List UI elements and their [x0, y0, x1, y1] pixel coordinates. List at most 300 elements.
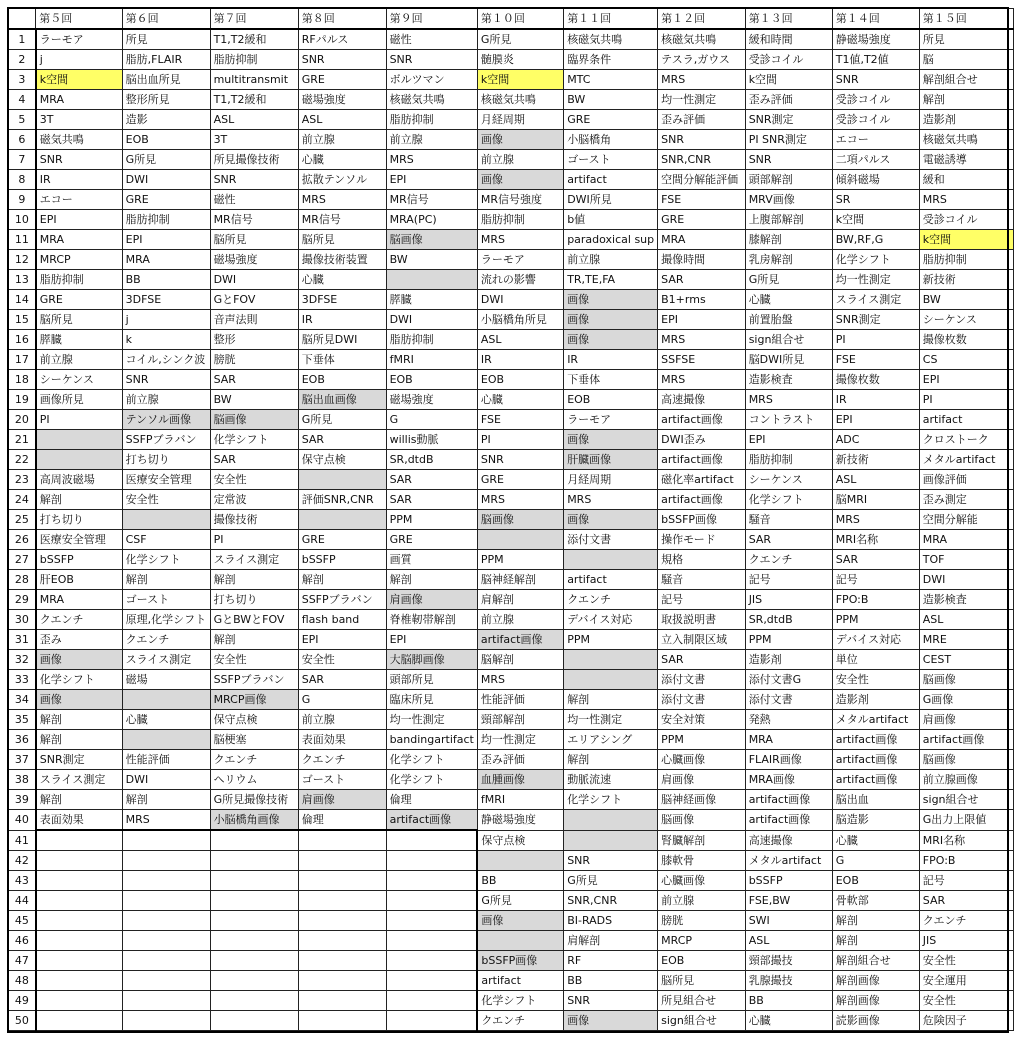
table-cell[interactable]: EPI	[122, 230, 210, 250]
table-cell[interactable]: 磁場強度	[210, 250, 298, 270]
table-cell[interactable]: 肝臓画像	[564, 450, 658, 470]
table-cell[interactable]: 添付文書	[658, 670, 746, 690]
table-cell[interactable]: メタルartifact	[745, 851, 832, 871]
table-cell[interactable]: G所見	[477, 29, 563, 50]
table-cell[interactable]: artifact画像	[477, 630, 563, 650]
table-cell[interactable]: ADC	[832, 430, 919, 450]
table-cell[interactable]: 化学シフト	[386, 770, 477, 790]
table-cell[interactable]: 添付文書	[658, 690, 746, 710]
table-cell[interactable]: 磁場	[122, 670, 210, 690]
table-cell[interactable]	[122, 510, 210, 530]
table-cell[interactable]: 解剖	[36, 710, 122, 730]
table-cell[interactable]: 膝軟骨	[658, 851, 746, 871]
table-cell[interactable]: ボルツマン	[386, 70, 477, 90]
table-cell[interactable]	[122, 931, 210, 951]
table-cell[interactable]: SSFPブラバン	[122, 430, 210, 450]
table-cell[interactable]: SNR	[564, 991, 658, 1011]
table-cell[interactable]: 3DFSE	[298, 290, 386, 310]
table-cell[interactable]: 解剖	[122, 790, 210, 810]
table-cell[interactable]: MRS	[745, 390, 832, 410]
row-number[interactable]: 14	[9, 290, 36, 310]
table-cell[interactable]: MR信号	[210, 210, 298, 230]
table-cell[interactable]	[298, 971, 386, 991]
table-cell[interactable]: 化学シフト	[564, 790, 658, 810]
table-cell[interactable]: T1,T2緩和	[210, 29, 298, 50]
table-cell[interactable]: ゴースト	[564, 150, 658, 170]
row-number[interactable]: 39	[9, 790, 36, 810]
table-cell[interactable]: 画質	[386, 550, 477, 570]
table-cell[interactable]: G所見	[564, 871, 658, 891]
table-cell[interactable]: 画像所見	[36, 390, 122, 410]
table-cell[interactable]: EPI	[919, 370, 1013, 390]
table-cell[interactable]: シーケンス	[745, 470, 832, 490]
row-number[interactable]: 43	[9, 871, 36, 891]
table-cell[interactable]	[210, 1011, 298, 1031]
table-cell[interactable]: 拡散テンソル	[298, 170, 386, 190]
table-cell[interactable]: 髄膜炎	[477, 50, 563, 70]
table-cell[interactable]: クエンチ	[745, 550, 832, 570]
table-cell[interactable]: SR	[832, 190, 919, 210]
table-cell[interactable]: 前立腺	[298, 130, 386, 150]
table-cell[interactable]: GRE	[298, 530, 386, 550]
table-cell[interactable]: 所見撮像技術	[210, 150, 298, 170]
table-cell[interactable]	[210, 931, 298, 951]
table-cell[interactable]	[210, 871, 298, 891]
table-cell[interactable]: 脳所見	[36, 310, 122, 330]
table-cell[interactable]: 均一性測定	[832, 270, 919, 290]
table-cell[interactable]: PPM	[745, 630, 832, 650]
table-cell[interactable]: 乳腺撮技	[745, 971, 832, 991]
table-cell[interactable]: 3T	[210, 130, 298, 150]
table-cell[interactable]: DWI	[386, 310, 477, 330]
table-cell[interactable]: 危険因子	[919, 1011, 1013, 1031]
table-cell[interactable]: PI	[919, 390, 1013, 410]
table-cell[interactable]: 肩画像	[386, 590, 477, 610]
row-number[interactable]: 41	[9, 830, 36, 851]
table-cell[interactable]: flash band	[298, 610, 386, 630]
table-cell[interactable]: bSSFP画像	[658, 510, 746, 530]
table-cell[interactable]: ラーモア	[564, 410, 658, 430]
table-cell[interactable]: 整形所見	[122, 90, 210, 110]
table-cell[interactable]: 脂肪抑制	[122, 210, 210, 230]
table-cell[interactable]	[122, 730, 210, 750]
table-cell[interactable]: FSE	[658, 190, 746, 210]
table-cell[interactable]: MRA	[36, 590, 122, 610]
table-cell[interactable]: SNR	[386, 50, 477, 70]
table-cell[interactable]: 解剖	[564, 690, 658, 710]
table-cell[interactable]: k空間	[832, 210, 919, 230]
table-cell[interactable]: CS	[919, 350, 1013, 370]
table-cell[interactable]: ASL	[832, 470, 919, 490]
table-cell[interactable]: 膵臓	[36, 330, 122, 350]
table-cell[interactable]: 膀胱	[210, 350, 298, 370]
table-cell[interactable]: 心臓画像	[658, 871, 746, 891]
table-cell[interactable]	[386, 971, 477, 991]
table-cell[interactable]	[298, 991, 386, 1011]
table-cell[interactable]: MRS	[658, 330, 746, 350]
table-cell[interactable]: 脂肪抑制	[386, 110, 477, 130]
table-cell[interactable]: EOB	[477, 370, 563, 390]
column-header[interactable]: 第１３回	[745, 9, 832, 30]
table-cell[interactable]: EOB	[832, 871, 919, 891]
table-cell[interactable]: 脳所見	[298, 230, 386, 250]
table-cell[interactable]: 規格	[658, 550, 746, 570]
table-cell[interactable]: 磁性	[386, 29, 477, 50]
table-cell[interactable]: DWI	[122, 170, 210, 190]
table-cell[interactable]: SSFPブラバン	[210, 670, 298, 690]
column-header[interactable]: 第１１回	[564, 9, 658, 30]
table-cell[interactable]: 安全性	[919, 991, 1013, 1011]
table-cell[interactable]: 脳DWI所見	[745, 350, 832, 370]
table-cell[interactable]	[298, 951, 386, 971]
table-cell[interactable]: MRS	[477, 670, 563, 690]
table-cell[interactable]: シーケンス	[36, 370, 122, 390]
row-number[interactable]: 29	[9, 590, 36, 610]
table-cell[interactable]: ASL	[745, 931, 832, 951]
table-cell[interactable]: 撮像枚数	[919, 330, 1013, 350]
table-cell[interactable]: SAR	[386, 470, 477, 490]
table-cell[interactable]: SSFPブラバン	[298, 590, 386, 610]
row-number[interactable]: 28	[9, 570, 36, 590]
table-cell[interactable]: 均一性測定	[386, 710, 477, 730]
table-cell[interactable]: G出力上限値	[919, 810, 1013, 831]
table-cell[interactable]: FSE	[832, 350, 919, 370]
table-cell[interactable]: 画像	[477, 911, 563, 931]
table-cell[interactable]: 医療安全管理	[36, 530, 122, 550]
table-cell[interactable]: artifact画像	[919, 730, 1013, 750]
table-cell[interactable]: DWI	[210, 270, 298, 290]
table-cell[interactable]: SAR	[298, 670, 386, 690]
table-cell[interactable]: artifact画像	[658, 490, 746, 510]
row-number[interactable]: 37	[9, 750, 36, 770]
table-cell[interactable]	[36, 971, 122, 991]
table-cell[interactable]: TR,TE,FA	[564, 270, 658, 290]
table-cell[interactable]: DWI所見	[564, 190, 658, 210]
table-cell[interactable]: 血腫画像	[477, 770, 563, 790]
table-cell[interactable]	[36, 951, 122, 971]
table-cell[interactable]: BB	[745, 991, 832, 1011]
table-cell[interactable]: MRS	[122, 810, 210, 831]
table-cell[interactable]: SR,dtdB	[745, 610, 832, 630]
table-cell[interactable]: 頭部所見	[386, 670, 477, 690]
table-cell[interactable]: 磁場強度	[386, 390, 477, 410]
table-cell[interactable]	[298, 891, 386, 911]
table-cell[interactable]: 安全性	[210, 470, 298, 490]
table-cell[interactable]: 受診コイル	[832, 90, 919, 110]
table-cell[interactable]: SSFSE	[658, 350, 746, 370]
table-cell[interactable]: 脳出血画像	[298, 390, 386, 410]
row-number[interactable]: 13	[9, 270, 36, 290]
table-cell[interactable]: MR信号	[298, 210, 386, 230]
row-number[interactable]: 6	[9, 130, 36, 150]
table-cell[interactable]: 化学シフト	[745, 490, 832, 510]
row-number[interactable]: 23	[9, 470, 36, 490]
table-cell[interactable]: bSSFP画像	[477, 951, 563, 971]
table-cell[interactable]: k空間	[919, 230, 1013, 250]
column-header[interactable]: 第１２回	[658, 9, 746, 30]
table-cell[interactable]: SAR	[298, 430, 386, 450]
table-cell[interactable]: b値	[564, 210, 658, 230]
table-cell[interactable]: k空間	[477, 70, 563, 90]
table-cell[interactable]: IR	[298, 310, 386, 330]
table-cell[interactable]	[386, 830, 477, 851]
table-cell[interactable]: MRE	[919, 630, 1013, 650]
row-number[interactable]: 12	[9, 250, 36, 270]
row-number[interactable]: 34	[9, 690, 36, 710]
row-number[interactable]: 17	[9, 350, 36, 370]
table-cell[interactable]: 立入制限区域	[658, 630, 746, 650]
table-cell[interactable]: 画像	[36, 650, 122, 670]
table-cell[interactable]: T1,T2緩和	[210, 90, 298, 110]
table-cell[interactable]: EPI	[298, 630, 386, 650]
table-cell[interactable]: G	[386, 410, 477, 430]
table-cell[interactable]: 二項パルス	[832, 150, 919, 170]
table-cell[interactable]: 脳所見DWI	[298, 330, 386, 350]
table-cell[interactable]: クロストーク	[919, 430, 1013, 450]
table-cell[interactable]: テスラ,ガウス	[658, 50, 746, 70]
table-cell[interactable]	[36, 450, 122, 470]
table-cell[interactable]	[210, 951, 298, 971]
row-number[interactable]: 21	[9, 430, 36, 450]
table-cell[interactable]: SWI	[745, 911, 832, 931]
table-cell[interactable]: 脂肪抑制	[36, 270, 122, 290]
table-cell[interactable]: artifact画像	[745, 790, 832, 810]
table-cell[interactable]	[36, 1011, 122, 1031]
row-number[interactable]: 24	[9, 490, 36, 510]
table-cell[interactable]: スライス測定	[832, 290, 919, 310]
table-cell[interactable]: 磁場強度	[298, 90, 386, 110]
table-cell[interactable]: SNR	[658, 130, 746, 150]
table-cell[interactable]: 前立腺	[122, 390, 210, 410]
table-cell[interactable]: FPO:B	[832, 590, 919, 610]
table-cell[interactable]: MRA	[745, 730, 832, 750]
table-cell[interactable]: EPI	[36, 210, 122, 230]
table-cell[interactable]	[122, 1011, 210, 1031]
table-cell[interactable]	[122, 851, 210, 871]
table-cell[interactable]: BW,RF,G	[832, 230, 919, 250]
table-cell[interactable]: 動脈流速	[564, 770, 658, 790]
table-cell[interactable]: 脳解剖	[477, 650, 563, 670]
table-cell[interactable]: スライス測定	[122, 650, 210, 670]
table-cell[interactable]: RF	[564, 951, 658, 971]
table-cell[interactable]: 肩解剖	[564, 931, 658, 951]
table-cell[interactable]: エコー	[832, 130, 919, 150]
table-cell[interactable]: 添付文書	[564, 530, 658, 550]
table-cell[interactable]: 解剖組合せ	[919, 70, 1013, 90]
table-cell[interactable]	[122, 971, 210, 991]
table-cell[interactable]: 添付文書	[745, 690, 832, 710]
table-cell[interactable]: ASL	[919, 610, 1013, 630]
row-number[interactable]: 46	[9, 931, 36, 951]
table-cell[interactable]: 高速撮像	[658, 390, 746, 410]
table-cell[interactable]: 大脳脚画像	[386, 650, 477, 670]
row-number[interactable]: 4	[9, 90, 36, 110]
table-cell[interactable]: PPM	[386, 510, 477, 530]
table-cell[interactable]: paradoxical sup	[564, 230, 658, 250]
table-cell[interactable]: MRA	[36, 230, 122, 250]
table-cell[interactable]	[386, 911, 477, 931]
table-cell[interactable]: DWI	[122, 770, 210, 790]
row-number[interactable]: 42	[9, 851, 36, 871]
table-cell[interactable]: 整形	[210, 330, 298, 350]
table-cell[interactable]: コイル,シンク波	[122, 350, 210, 370]
table-cell[interactable]: GRE	[477, 470, 563, 490]
row-number[interactable]: 48	[9, 971, 36, 991]
table-cell[interactable]	[386, 951, 477, 971]
table-cell[interactable]: PI	[832, 330, 919, 350]
table-cell[interactable]: ASL	[210, 110, 298, 130]
table-cell[interactable]: PPM	[477, 550, 563, 570]
table-cell[interactable]: 添付文書G	[745, 670, 832, 690]
table-cell[interactable]: PPM	[832, 610, 919, 630]
table-cell[interactable]: 脳所見	[210, 230, 298, 250]
table-cell[interactable]: 腎臓解剖	[658, 830, 746, 851]
table-cell[interactable]: TOF	[919, 550, 1013, 570]
table-cell[interactable]	[122, 690, 210, 710]
table-cell[interactable]: multitransmit	[210, 70, 298, 90]
table-cell[interactable]: 受診コイル	[745, 50, 832, 70]
table-cell[interactable]: JIS	[745, 590, 832, 610]
table-cell[interactable]: 化学シフト	[122, 550, 210, 570]
table-cell[interactable]: 核磁気共鳴	[919, 130, 1013, 150]
table-cell[interactable]: 心臓	[298, 270, 386, 290]
column-header[interactable]: 第１０回	[477, 9, 563, 30]
table-cell[interactable]: SNR,CNR	[564, 891, 658, 911]
table-cell[interactable]: DWI	[477, 290, 563, 310]
table-cell[interactable]: MRA	[919, 530, 1013, 550]
table-cell[interactable]: 安全運用	[919, 971, 1013, 991]
table-cell[interactable]: SNR	[210, 170, 298, 190]
table-cell[interactable]	[386, 931, 477, 951]
table-cell[interactable]: 新技術	[919, 270, 1013, 290]
table-cell[interactable]: 脳画像	[919, 750, 1013, 770]
table-cell[interactable]: 記号	[745, 570, 832, 590]
table-cell[interactable]: 脳梗塞	[210, 730, 298, 750]
table-cell[interactable]	[122, 871, 210, 891]
table-cell[interactable]: EOB	[122, 130, 210, 150]
table-cell[interactable]	[477, 851, 563, 871]
table-cell[interactable]: G所見	[477, 891, 563, 911]
table-cell[interactable]: SNR	[36, 150, 122, 170]
table-cell[interactable]: 騒音	[745, 510, 832, 530]
table-cell[interactable]: 均一性測定	[658, 90, 746, 110]
table-cell[interactable]: artifact画像	[832, 750, 919, 770]
table-cell[interactable]: 脳出血所見	[122, 70, 210, 90]
table-cell[interactable]: 前立腺	[658, 891, 746, 911]
table-cell[interactable]	[386, 891, 477, 911]
table-cell[interactable]: 安全性	[298, 650, 386, 670]
table-cell[interactable]: スライス測定	[210, 550, 298, 570]
table-cell[interactable]: SAR	[210, 370, 298, 390]
table-cell[interactable]: 造影	[122, 110, 210, 130]
table-cell[interactable]: 緩和時間	[745, 29, 832, 50]
table-cell[interactable]: GRE	[658, 210, 746, 230]
table-cell[interactable]: エリアシング	[564, 730, 658, 750]
table-cell[interactable]: SAR	[658, 270, 746, 290]
table-cell[interactable]: 解剖画像	[832, 971, 919, 991]
table-cell[interactable]: 磁化率artifact	[658, 470, 746, 490]
table-cell[interactable]: RFパルス	[298, 29, 386, 50]
table-cell[interactable]	[298, 911, 386, 931]
table-cell[interactable]: SNR測定	[36, 750, 122, 770]
table-cell[interactable]: 解剖組合せ	[832, 951, 919, 971]
table-cell[interactable]: ASL	[298, 110, 386, 130]
table-cell[interactable]: 画像	[564, 290, 658, 310]
table-cell[interactable]: 打ち切り	[122, 450, 210, 470]
table-cell[interactable]: 核磁気共鳴	[386, 90, 477, 110]
table-cell[interactable]: B1+rms	[658, 290, 746, 310]
table-cell[interactable]: 前立腺	[298, 710, 386, 730]
table-cell[interactable]: G所見	[745, 270, 832, 290]
table-cell[interactable]: 脳画像	[919, 670, 1013, 690]
table-cell[interactable]: EPI	[832, 410, 919, 430]
row-number[interactable]: 22	[9, 450, 36, 470]
table-cell[interactable]: BI-RADS	[564, 911, 658, 931]
table-cell[interactable]: ラーモア	[477, 250, 563, 270]
table-cell[interactable]: 保守点検	[477, 830, 563, 851]
table-cell[interactable]	[564, 810, 658, 831]
table-cell[interactable]: MRS	[658, 370, 746, 390]
table-cell[interactable]: ゴースト	[122, 590, 210, 610]
table-cell[interactable]	[298, 931, 386, 951]
table-cell[interactable]: 解剖	[832, 911, 919, 931]
table-cell[interactable]: artifact画像	[386, 810, 477, 831]
table-cell[interactable]: 安全対策	[658, 710, 746, 730]
table-cell[interactable]: 脳所見	[658, 971, 746, 991]
table-cell[interactable]: SNR測定	[745, 110, 832, 130]
column-header[interactable]: 第５回	[36, 9, 122, 30]
table-cell[interactable]: 脳神経解剖	[477, 570, 563, 590]
table-cell[interactable]: 電磁誘導	[919, 150, 1013, 170]
table-cell[interactable]: クエンチ	[298, 750, 386, 770]
table-cell[interactable]	[210, 971, 298, 991]
table-cell[interactable]: 解剖	[122, 570, 210, 590]
column-header[interactable]: 第１５回	[919, 9, 1013, 30]
table-cell[interactable]: 解剖	[36, 790, 122, 810]
table-cell[interactable]: SNR	[745, 150, 832, 170]
table-cell[interactable]: artifact画像	[658, 410, 746, 430]
table-cell[interactable]: SAR	[919, 891, 1013, 911]
table-cell[interactable]: SNR	[477, 450, 563, 470]
table-cell[interactable]: MRS	[477, 230, 563, 250]
table-cell[interactable]: G所見	[298, 410, 386, 430]
table-cell[interactable]: 月経周期	[564, 470, 658, 490]
table-cell[interactable]: 保守点検	[210, 710, 298, 730]
table-cell[interactable]: GとFOV	[210, 290, 298, 310]
row-number[interactable]: 49	[9, 991, 36, 1011]
table-cell[interactable]	[36, 830, 122, 851]
table-cell[interactable]: MRCP	[658, 931, 746, 951]
row-number[interactable]: 26	[9, 530, 36, 550]
table-cell[interactable]: 画像	[564, 1011, 658, 1031]
table-cell[interactable]: SAR	[745, 530, 832, 550]
table-cell[interactable]	[386, 270, 477, 290]
table-cell[interactable]: 解剖	[36, 490, 122, 510]
table-cell[interactable]: 静磁場強度	[832, 29, 919, 50]
table-cell[interactable]: MRCP画像	[210, 690, 298, 710]
row-number[interactable]: 33	[9, 670, 36, 690]
table-cell[interactable]: fMRI	[477, 790, 563, 810]
table-cell[interactable]: G画像	[919, 690, 1013, 710]
table-cell[interactable]: 小脳橋角所見	[477, 310, 563, 330]
table-cell[interactable]: sign組合せ	[745, 330, 832, 350]
table-cell[interactable]: BW	[919, 290, 1013, 310]
table-cell[interactable]: クエンチ	[564, 590, 658, 610]
table-cell[interactable]: EPI	[658, 310, 746, 330]
table-cell[interactable]: GRE	[36, 290, 122, 310]
table-cell[interactable]: PPM	[658, 730, 746, 750]
table-cell[interactable]: EPI	[745, 430, 832, 450]
